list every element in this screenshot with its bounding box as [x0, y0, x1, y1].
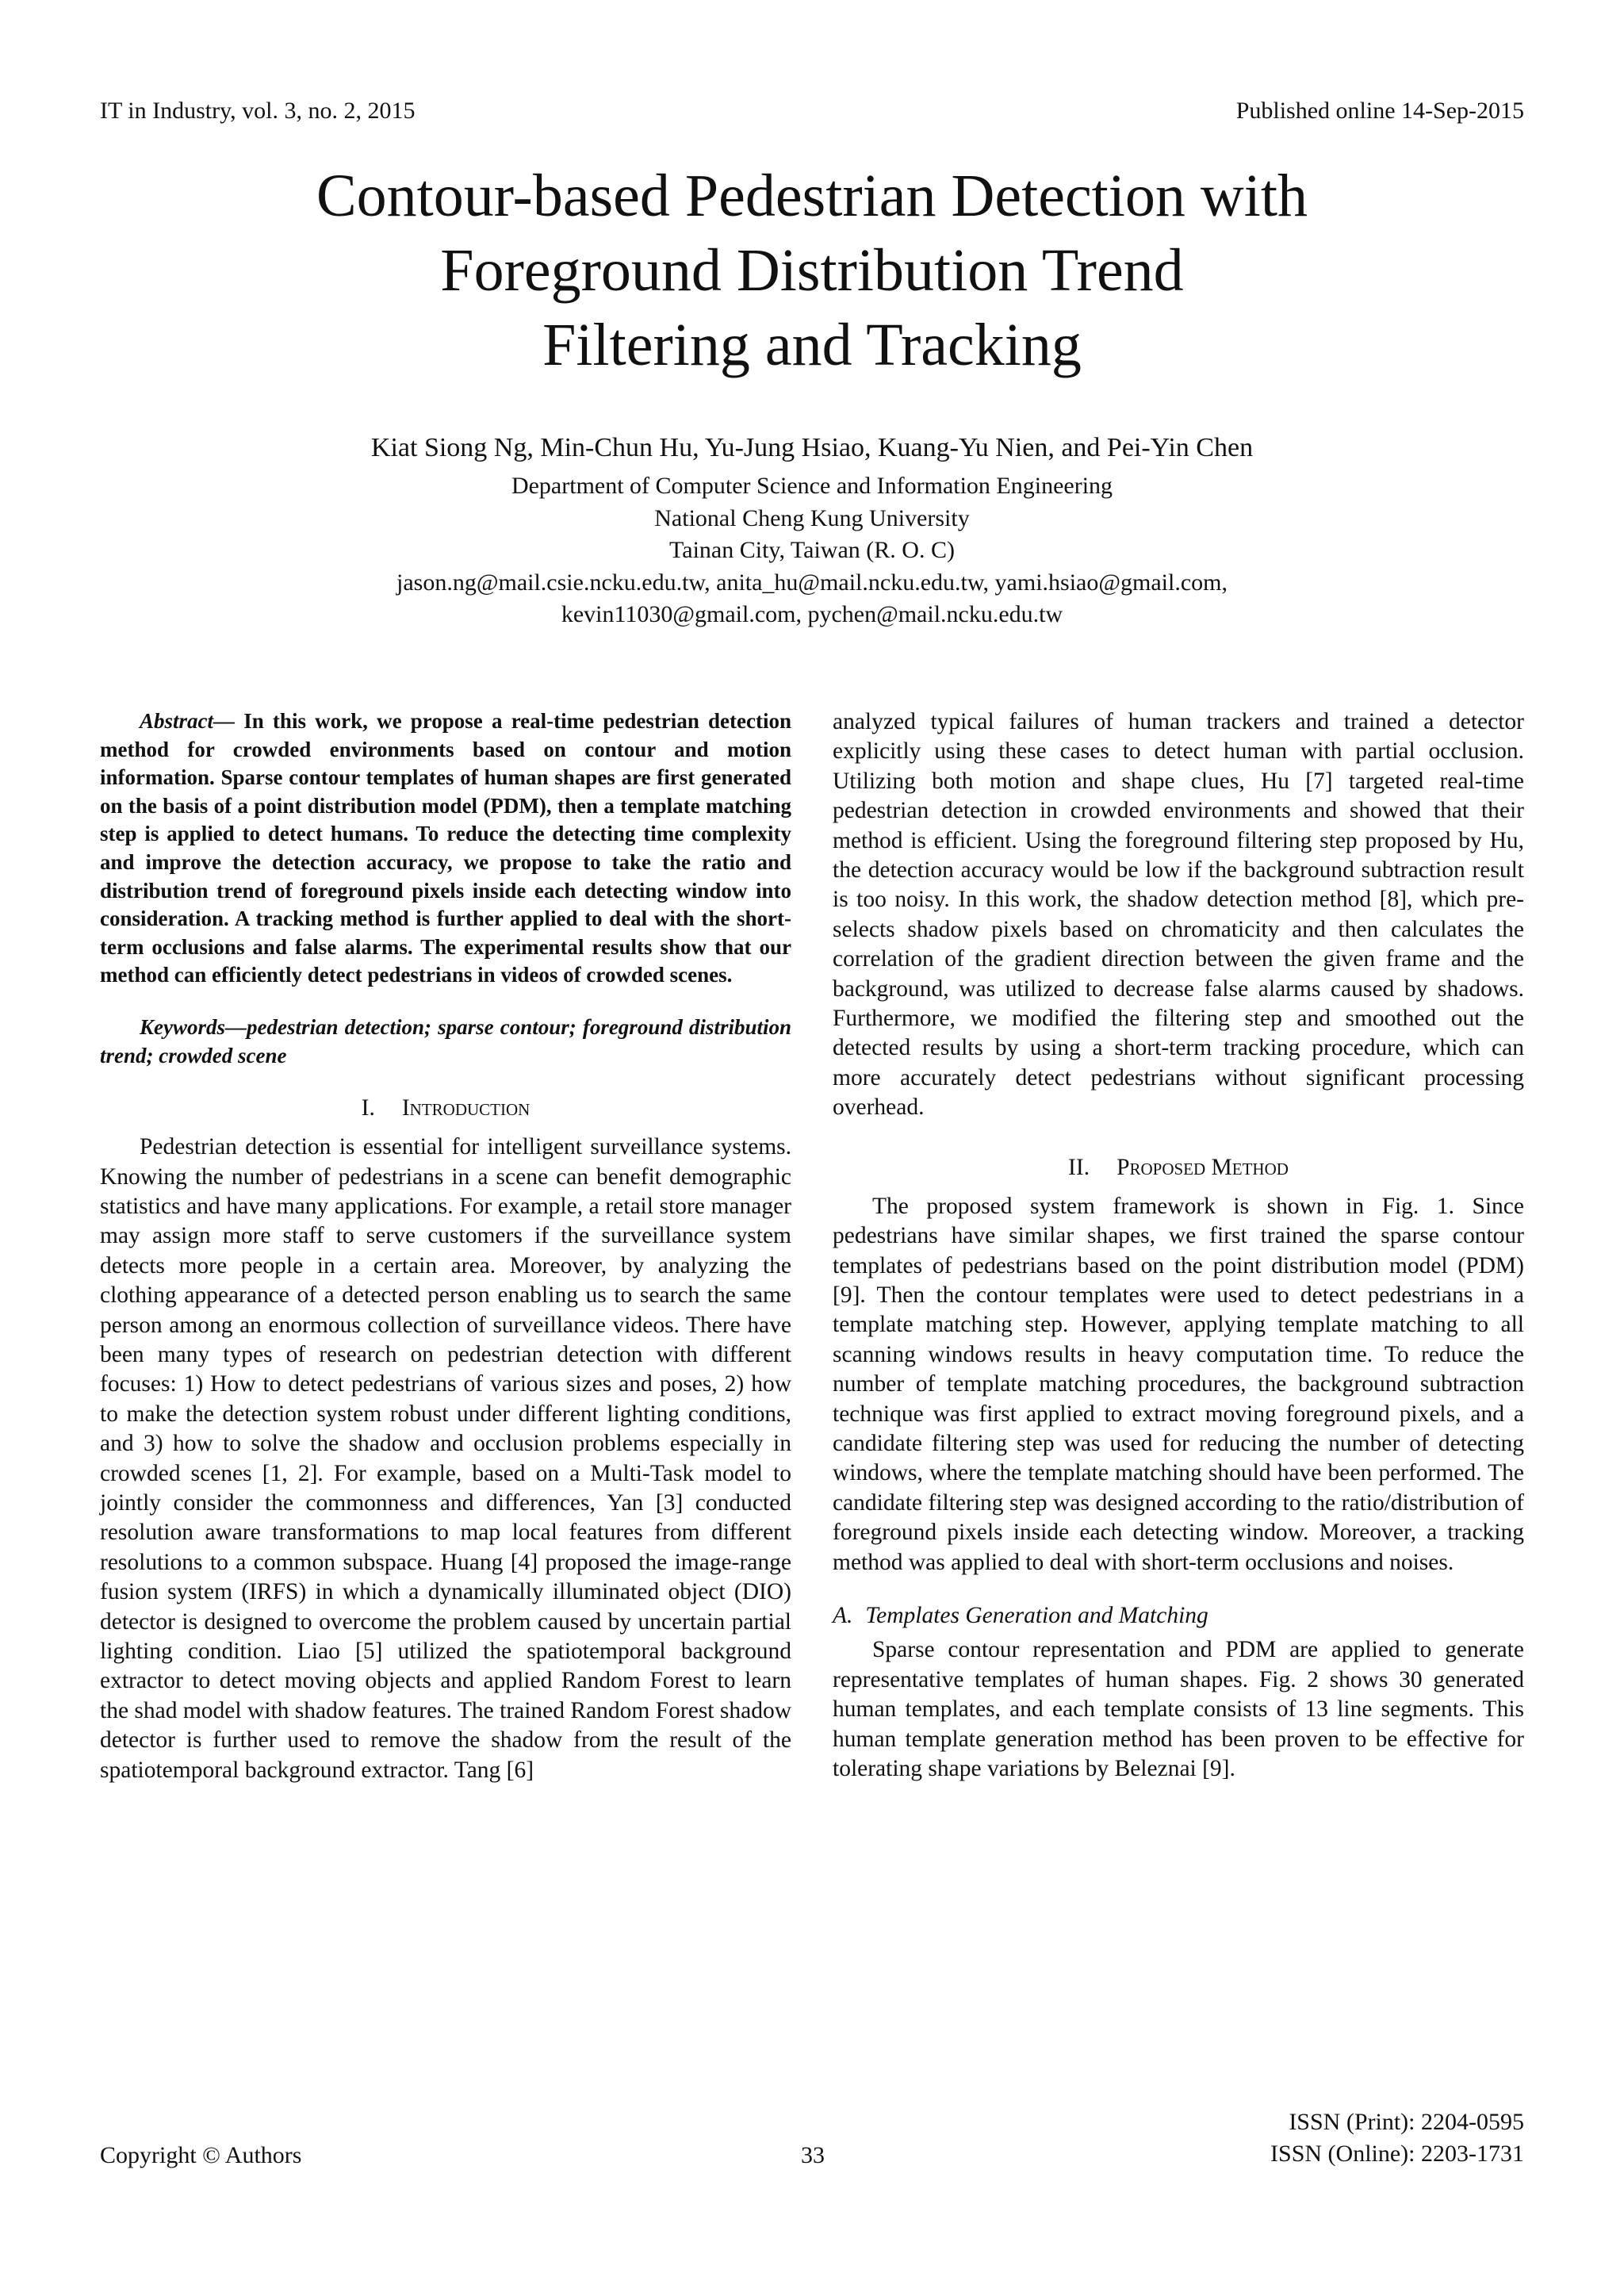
emails: jason.ng@mail.csie.ncku.edu.tw, anita_hu@mail.ncku.edu.tw, yami.hsiao@gmail.com,: [396, 569, 1228, 596]
emails: kevin11030@gmail.com, pychen@mail.ncku.edu.tw: [561, 601, 1063, 627]
abstract-text: In this work, we propose a real-time pedestrian detection method for crowded environments based on contour and motion information. Sparse contour templates of human shapes are first generated on the basis of a point distribution model (PDM), then a template matching step is applied to detect humans. To reduce the detecting time complexity and improve the detection accuracy, we propose to take the ratio and distribution trend of foreground pixels inside each detecting window into consideration. A tracking method is further applied to deal with the short-term occlusions and false alarms. The experimental results show that our method can efficiently detect pedestrians in videos of crowded scenes.: [100, 709, 791, 987]
section-number: II.: [1068, 1154, 1090, 1180]
right-column: [833, 707, 1524, 1784]
subsection-number: A.: [833, 1602, 853, 1628]
subsection-title: Templates Generation and Matching: [865, 1602, 1208, 1628]
left-column: [100, 707, 791, 1785]
paragraph: analyzed typical failures of human trackers and trained a detector explicitly using these cases to detect human with partial occlusion. Utilizing both motion and shape clues, Hu [7] targeted real-time pedestrian detection in crowded environments and showed that their method is efficient. Using the foreground filtering step proposed by Hu, the detection accuracy would be low if the background subtraction result is too noisy. In this work, the shadow detection method [8], which pre-selects shadow pixels based on chromaticity and then calculates the correlation of the gradient direction between the given frame and the background, was utilized to decrease false alarms caused by shadows. Furthermore, we modified the filtering step and smoothed out the detected results by using a short-term tracking procedure, which can more accurately detect pedestrians without significant processing overhead.: [833, 709, 1524, 1121]
page-number: 33: [801, 2142, 825, 2168]
paper-title: [179, 159, 1445, 382]
title-line: Contour-based Pedestrian Detection with: [316, 163, 1308, 229]
affiliation-block: [100, 470, 1524, 631]
issn-print: ISSN (Print): 2204-0595: [1289, 2109, 1524, 2135]
issn-online: ISSN (Online): 2203-1731: [1270, 2141, 1524, 2167]
section-number: I.: [361, 1095, 375, 1121]
title-line: Foreground Distribution Trend: [440, 237, 1184, 304]
section-title: Proposed Method: [1116, 1154, 1289, 1180]
subsection-heading: [833, 1601, 1524, 1631]
department: Department of Computer Science and Information Engineering: [511, 473, 1113, 499]
footer-copyright: Copyright © Authors: [100, 2142, 302, 2168]
paragraph: Pedestrian detection is essential for intelligent surveillance systems. Knowing the number of pedestrians in a scene can benefit demographic statistics and have many applications. For example, a retail store manager may assign more staff to serve customers if the surveillance system detects more people in a certain area. Moreover, by analyzing the clothing appearance of a detected person enabling us to search the same person among an enormous collection of surveillance videos. There have been many types of research on pedestrian detection with different focuses: 1) How to detect pedestrians of various sizes and poses, 2) how to make the detection system robust under different lighting conditions, and 3) how to solve the shadow and occlusion problems especially in crowded scenes [1, 2]. For example, based on a Multi-Task model to jointly consider the commonness and differences, Yan [3] conducted resolution aware transformations to map local features from different resolutions to a common subspace. Huang [4] proposed the image-range fusion system (IRFS) in which a dynamically illuminated object (DIO) detector is designed to overcome the problem caused by uncertain partial lighting condition. Liao [5] utilized the spatiotemporal background extractor to detect moving objects and applied Random Forest to learn the shad model with shadow features. The trained Random Forest shadow detector is further used to remove the shadow from the result of the spatiotemporal background extractor. Tang [6]: [100, 1134, 791, 1783]
university: National Cheng Kung University: [654, 504, 970, 531]
paragraph: Sparse contour representation and PDM are applied to generate representative templates of human shapes. Fig. 2 shows 30 generated human templates, and each template consists of 13 line segments. This human template generation method has been proven to be effective for tolerating shape variations by Beleznai [9].: [833, 1637, 1524, 1781]
abstract: [100, 707, 791, 990]
city: Tainan City, Taiwan (R. O. C): [669, 537, 955, 563]
section-title: Introduction: [401, 1095, 530, 1121]
keywords: [100, 1014, 791, 1070]
author-list: Kiat Siong Ng, Min-Chun Hu, Yu-Jung Hsiao, Kuang-Yu Nien, and Pei-Yin Chen: [370, 433, 1254, 462]
footer-issn: [1270, 2106, 1524, 2170]
paragraph: The proposed system framework is shown in Fig. 1. Since pedestrians have similar shapes, we first trained the sparse contour templates of pedestrians based on the point distribution model (PDM) [9]. Then the contour templates were used to detect pedestrians in a template matching step. However, applying template matching to all scanning windows results in heavy computation time. To reduce the number of template matching procedures, the background subtraction technique was first applied to extract moving foreground pixels, and a candidate filtering step was used for reducing the number of detecting windows, where the template matching should have been performed. The candidate filtering step was designed according to the ratio/distribution of foreground pixels inside each detecting window. Moreover, a tracking method was applied to deal with short-term occlusions and noises.: [833, 1193, 1524, 1575]
keywords-text: pedestrian detection; sparse contour; foreground distribution trend; crowded scene: [100, 1014, 791, 1068]
abstract-label: Abstract—: [140, 709, 236, 733]
section-heading-proposed-method: [833, 1153, 1524, 1182]
running-header-published: Published online 14-Sep-2015: [1235, 98, 1524, 124]
running-header-journal: IT in Industry, vol. 3, no. 2, 2015: [100, 98, 416, 124]
title-line: Filtering and Tracking: [542, 312, 1082, 378]
keywords-label: Keywords—: [140, 1014, 247, 1039]
section-heading-introduction: [100, 1094, 791, 1123]
